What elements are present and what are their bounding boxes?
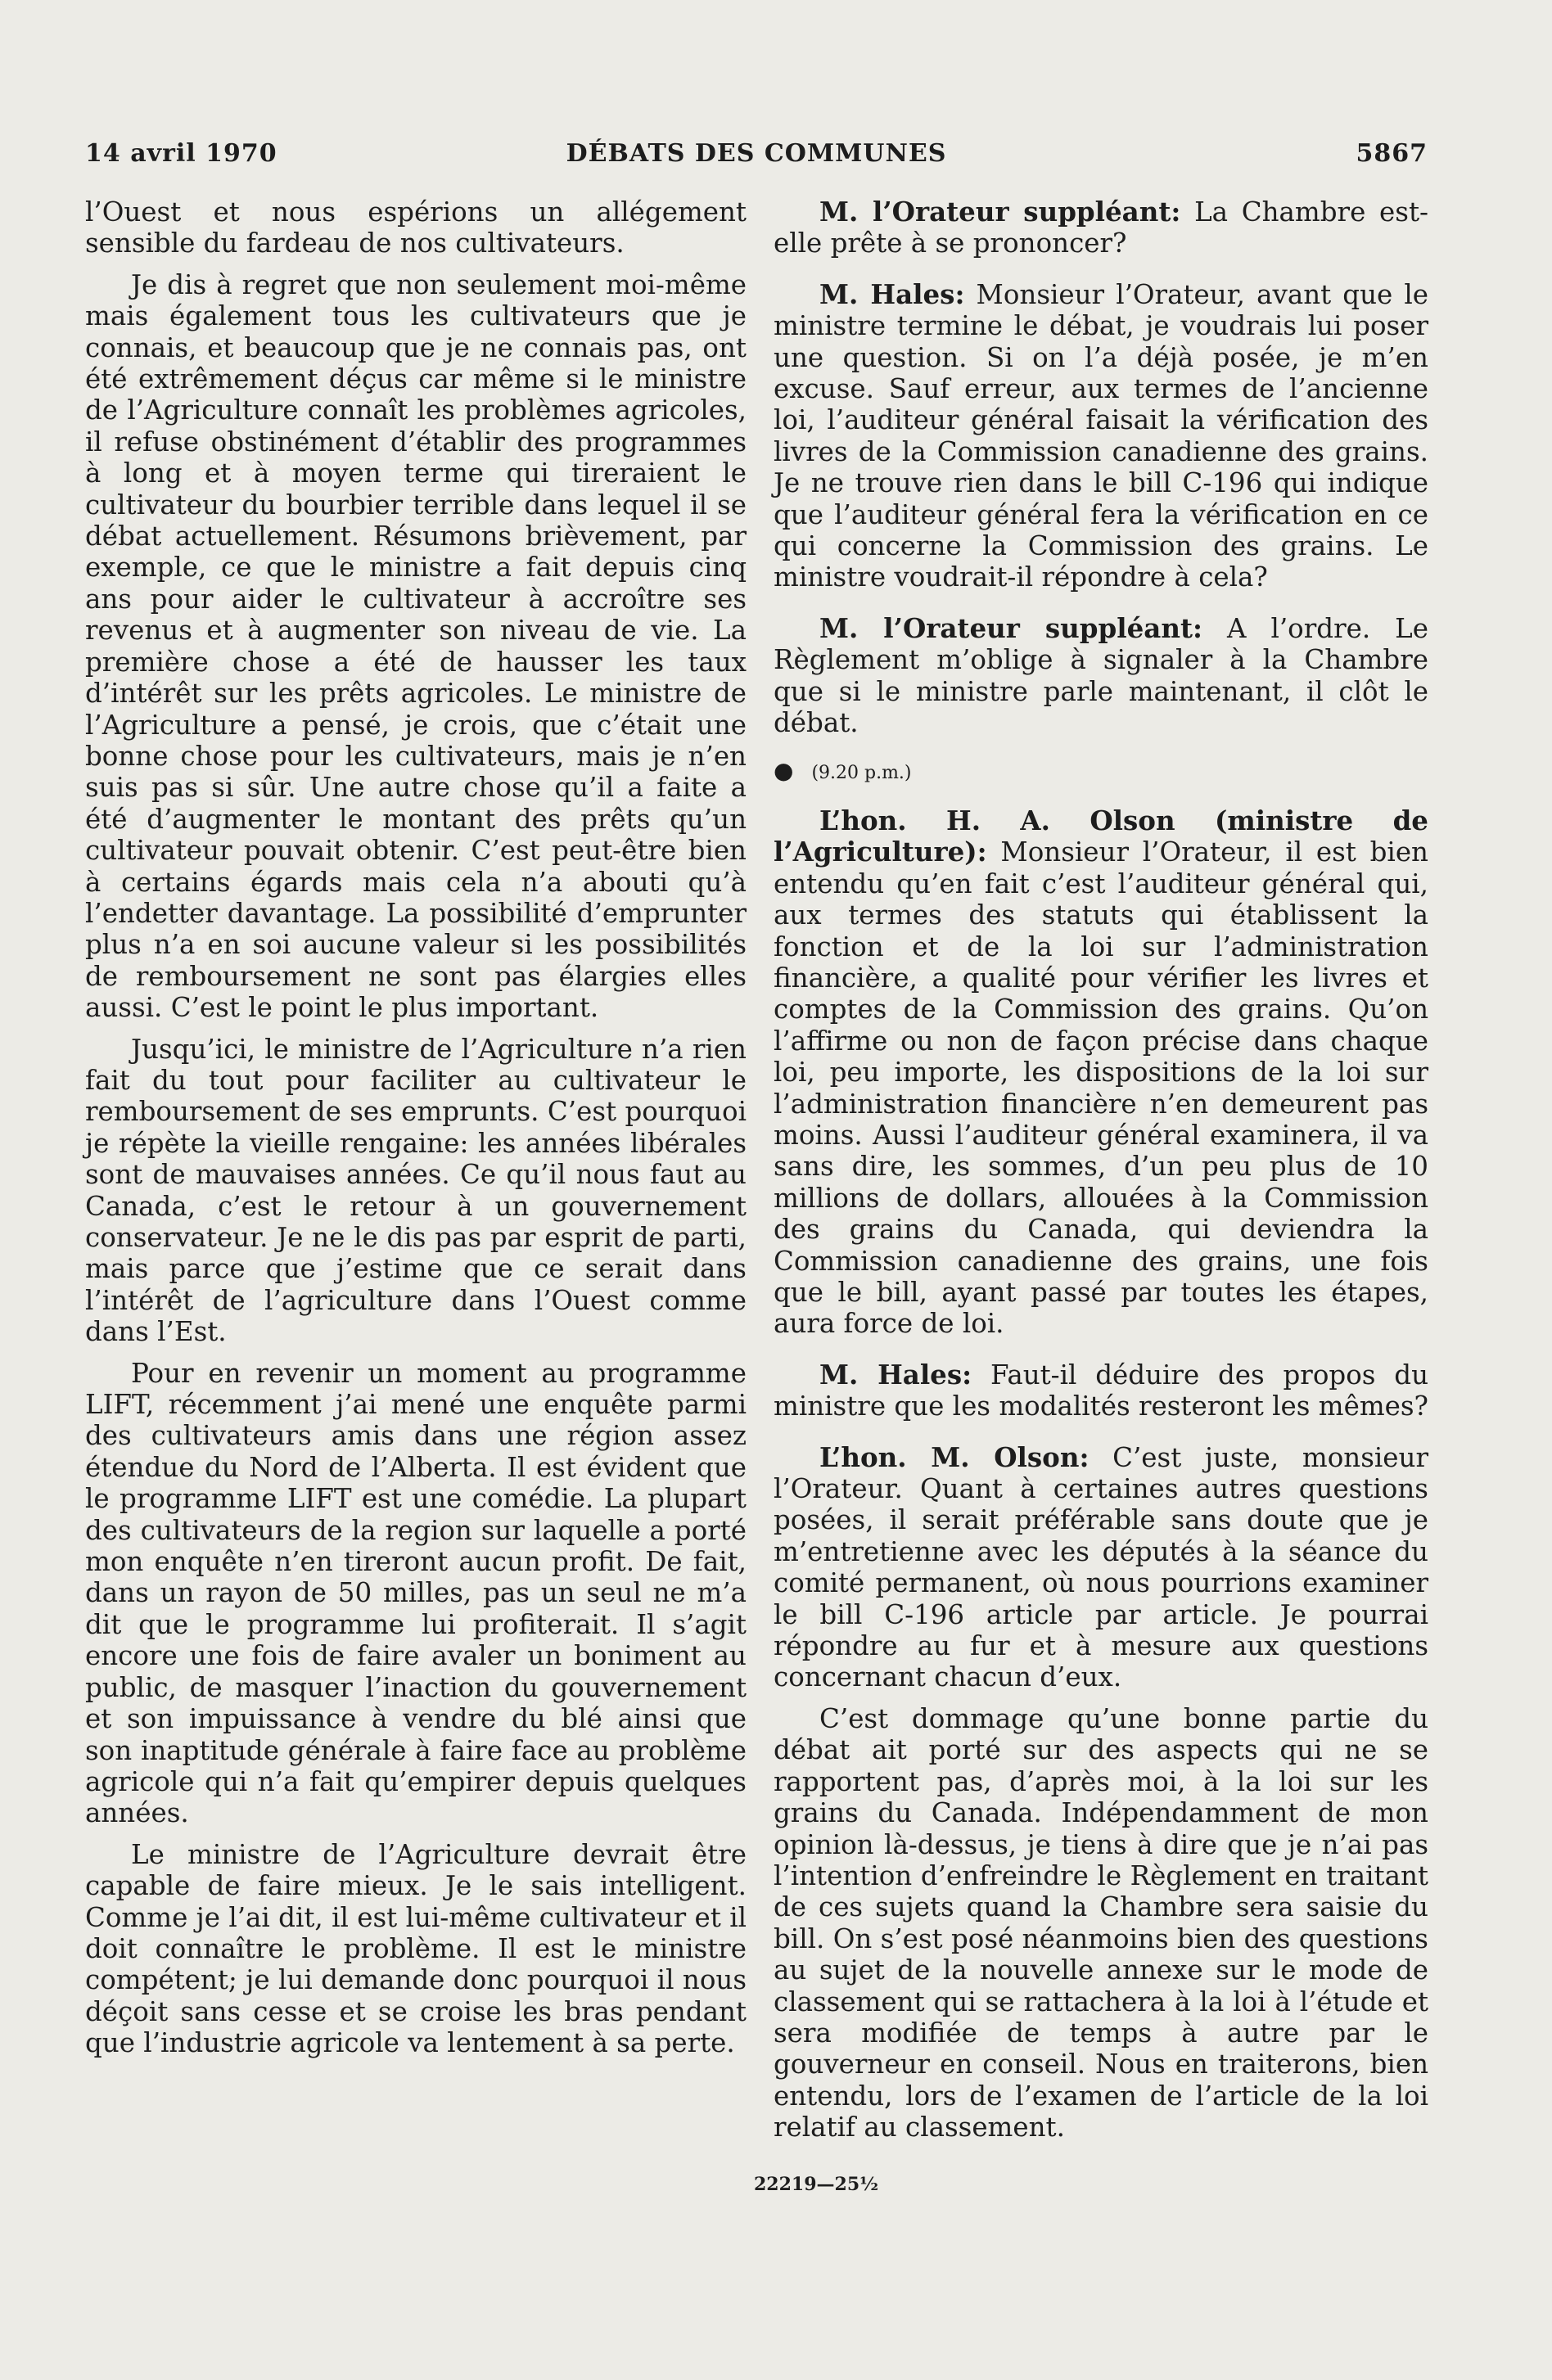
- speech-paragraph: [774, 279, 1428, 593]
- speech-text: Faut-il déduire des propos du ministre que les modalités resteront les mêmes?: [774, 1359, 1428, 1422]
- paragraph: l’Ouest et nous espérions un allégement sensible du fardeau de nos cultivateurs.: [85, 196, 747, 259]
- speech-paragraph: [774, 1442, 1428, 1693]
- right-column: [774, 196, 1428, 2143]
- header-date: 14 avril 1970: [85, 139, 277, 168]
- speaker-name: M. Hales:: [819, 1358, 972, 1391]
- speech-text: Monsieur l’Orateur, avant que le ministre termine le débat, je voudrais lui poser une question. Si on l’a déjà posée, je m’en excuse. Sauf erreur, aux termes de l’ancienne loi, l’auditeur général faisait la vérification des livres de la Commission canadienne des grains. Je ne trouve rien dans le bill C-196 qui indique que l’auditeur général fera la vérification en ce qui concerne la Commission des grains. Le ministre voudrait-il répondre à cela?: [774, 278, 1428, 593]
- speaker-name: M. l’Orateur suppléant:: [819, 611, 1202, 644]
- paragraph: Je dis à regret que non seulement moi-même mais également tous les cultivateurs que je connais, et beaucoup que je ne connais pas, ont été extrêmement déçus car même si le ministre de l’Agriculture connaît les problèmes agricoles, il refuse obstinément d’établir des programmes à long et à moyen terme qui tireraient le cultivateur du bourbier terrible dans lequel il se débat actuellement. Résumons brièvement, par exemple, ce que le ministre a fait depuis cinq ans pour aider le cultivateur à accroître ses revenus et à augmenter son niveau de vie. La première chose a été de hausser les taux d’intérêt sur les prêts agricoles. Le ministre de l’Agriculture a pensé, je crois, que c’était une bonne chose pour les cultivateurs, mais je n’en suis pas si sûr. Une autre chose qu’il a faite a été d’augmenter le montant des prêts qu’un cultivateur pouvait obtenir. C’est peut-être bien à certains égards mais cela n’a abouti qu’à l’endetter davantage. La possibilité d’emprunter plus n’a en soi aucune valeur si les possibilités de remboursement ne sont pas élargies elles aussi. C’est le point le plus important.: [85, 268, 747, 1024]
- left-column: [85, 196, 747, 2059]
- paragraph: Pour en revenir un moment au programme LIFT, récemment j’ai mené une enquête parmi des cultivateurs amis dans une région assez étendue du Nord de l’Alberta. Il est évident que le programme LIFT est une comédie. La plupart des cultivateurs de la region sur laquelle a porté mon enquête n’en tireront aucun profit. De fait, dans un rayon de 50 milles, pas un seul ne m’a dit que le programme lui profiterait. Il s’agit encore une fois de faire avaler un boniment au public, de masquer l’inaction du gouvernement et son impuissance à vendre du blé ainsi que son inaptitude générale à faire face au problème agricole qui n’a fait qu’empirer depuis quelques années.: [85, 1357, 747, 1829]
- time-text: (9.20 p.m.): [811, 762, 912, 783]
- speaker-name: L’hon. H. A. Olson (ministre de l’Agriculture):: [774, 804, 1428, 868]
- speech-paragraph: [774, 805, 1428, 1340]
- speaker-name: M. l’Orateur suppléant:: [819, 196, 1181, 228]
- paragraph: C’est dommage qu’une bonne partie du débat ait porté sur des aspects qui ne se rapportent pas, d’après moi, à la loi sur les grains du Canada. Indépendamment de mon opinion là-dessus, je tiens à dire que je n’ai pas l’intention d’enfreindre le Règlement en traitant de ces sujets quand la Chambre sera saisie du bill. On s’est posé néanmoins bien des questions au sujet de la nouvelle annexe sur le mode de classement qui se rattachera à la loi à l’étude et sera modifiée de temps à autre par le gouverneur en conseil. Nous en traiterons, bien entendu, lors de l’examen de l’article de la loi relatif au classement.: [774, 1702, 1428, 2143]
- speech-paragraph: [774, 1359, 1428, 1422]
- header-page-number: 5867: [1356, 139, 1428, 168]
- speech-text: La Chambre est-elle prête à se prononcer?: [774, 196, 1428, 259]
- paragraph: Le ministre de l’Agriculture devrait être capable de faire mieux. Je le sais intelligent. Comme je l’ai dit, il est lui-même cultivateur et il doit connaître le problème. Il est le ministre compétent; je lui demande donc pourquoi il nous déçoit sans cesse et se croise les bras pendant que l’industrie agricole va lentement à sa perte.: [85, 1838, 747, 2059]
- speech-text: C’est juste, monsieur l’Orateur. Quant à certaines autres questions posées, il serait préférable sans doute que je m’entretienne avec les députés à la séance du comité permanent, où nous pourrions examiner le bill C-196 article par article. Je pourrai répondre au fur et à mesure aux questions concernant chacun d’eux.: [774, 1441, 1428, 1693]
- bullet-icon: ●: [774, 756, 794, 784]
- paragraph: Jusqu’ici, le ministre de l’Agriculture n’a rien fait du tout pour faciliter au cultivateur le remboursement de ses emprunts. C’est pourquoi je répète la vieille rengaine: les années libérales sont de mauvaises années. Ce qu’il nous faut au Canada, c’est le retour à un gouvernement conservateur. Je ne le dis pas par esprit de parti, mais parce que j’estime que ce serait dans l’intérêt de l’agriculture dans l’Ouest comme dans l’Est.: [85, 1033, 747, 1348]
- time-stamp: [774, 755, 1428, 789]
- speaker-name: M. Hales:: [819, 277, 965, 310]
- speaker-name: L’hon. M. Olson:: [819, 1440, 1090, 1473]
- speech-paragraph: [774, 196, 1428, 259]
- speech-text: A l’ordre. Le Règlement m’oblige à signaler à la Chambre que si le ministre parle maintenant, il clôt le débat.: [774, 612, 1428, 739]
- header-title: DÉBATS DES COMMUNES: [566, 139, 947, 168]
- speech-text: Monsieur l’Orateur, il est bien entendu qu’en fait c’est l’auditeur général qui, aux termes des statuts qui établissent la fonction et de la loi sur l’administration financière, a qualité pour vérifier les livres et comptes de la Commission des grains. Qu’on l’affirme ou non de façon précise dans chaque loi, peu importe, les dispositions de la loi sur l’administration financière n’en demeurent pas moins. Aussi l’auditeur général examinera, il va sans dire, les sommes, d’un peu plus de 10 millions de dollars, allouées à la Commission des grains du Canada, qui deviendra la Commission canadienne des grains, une fois que le bill, ayant passé par toutes les étapes, aura force de loi.: [774, 836, 1428, 1340]
- page-header: [85, 139, 1428, 175]
- speech-paragraph: [774, 613, 1428, 739]
- footer-code: 22219—25½: [754, 2174, 879, 2195]
